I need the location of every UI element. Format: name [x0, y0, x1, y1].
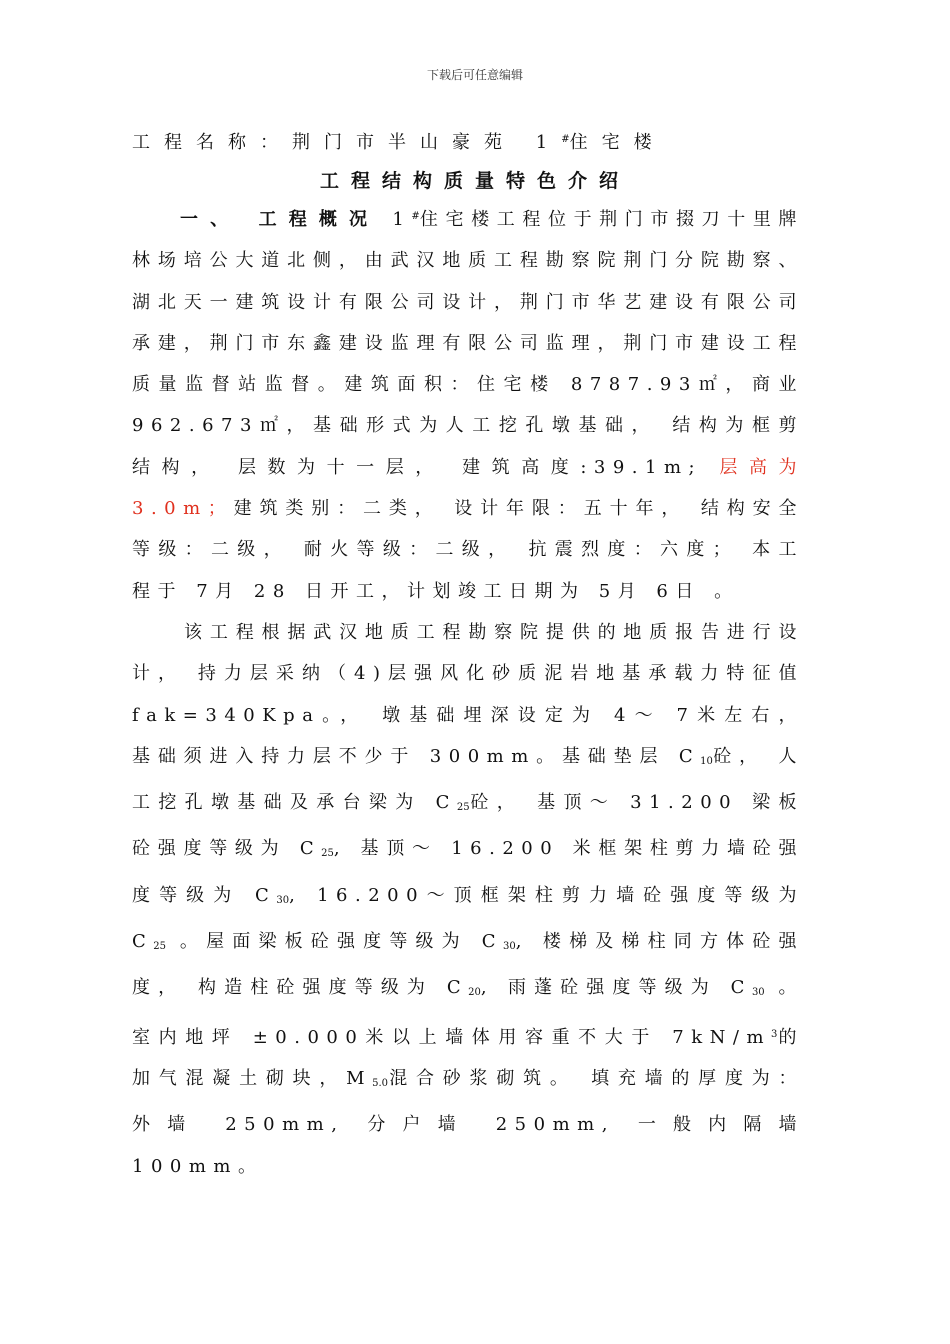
floor-height-highlight: 层高为 3.0m； [132, 456, 805, 520]
page-header-note: 下载后可任意编辑 [426, 68, 523, 82]
document-body [132, 196, 804, 1187]
document-title: 工程结构质量特色介绍 [319, 170, 630, 192]
project-name-line [132, 128, 666, 154]
design-paragraph: 该工程根据武汉地质工程勘察院提供的地质报告进行设计， 持力层采纳（4)层强风化砂质泥岩地基承载力特征值 fak=340Kpa。， 墩基础埋深设定为 4～ 7米左右， 基础须进入持力层不少于 300mm。基础垫层 $C_{10}$砼， 人工挖孔墩基础及承台梁为 $C_{25}$砼， 基顶～ 31.200 梁板砼强度等级为 $C_{25}$, 基顶～ 16.200 米框架柱剪力墙砼强度等级为 $C_{30}$, 16.200～顶框架柱剪力墙砼强度等级为 $C_{25}$ 。屋面梁板砼强度等级为 $C_{30}$, 楼梯及梯柱同方体砼强度， 构造柱砼强度等级为 $C_{20}$, 雨蓬砼强度等级为 $C_{30}$ 。室内地坪 ±0.000米以上墙体用容重不大于 $7kN/m^3$的加气混凝土砌块，$M_{5.0}$混合砂浆砌筑。 填充墙的厚度为： 外墙 250mm, 分户墙 250mm, 一般内隔墙 100mm。 [132, 621, 805, 1177]
section1-paragraph: 一、 工程概况 1#住宅楼工程位于荆门市掇刀十里牌林场培公大道北侧，由武汉地质工程勘察院荆门分院勘察、 湖北天一建筑设计有限公司设计，荆门市华艺建设有限公司承建，荆门市东鑫建设监理有限公司监理，荆门市建设工程质量监督站监督。建筑面积：住宅楼 8787.93㎡，商业962.673㎡，基础形式为人工挖孔墩基础， 结构为框剪结构， 层数为十一层， 建筑高度:39.1m; 层高为 3.0m；建筑类别：二类， 设计年限：五十年， 结构安全等级：二级， 耐火等级：二级， 抗震烈度：六度； 本工程于 7月 28 日开工，计划竣工日期为 5月 6日 。 [132, 209, 805, 602]
project-name: 荆门市半山豪苑 1#住宅楼 [292, 132, 666, 153]
section1-heading: 一、 工程概况 [180, 209, 380, 230]
project-label: 工程名称： [132, 132, 292, 153]
